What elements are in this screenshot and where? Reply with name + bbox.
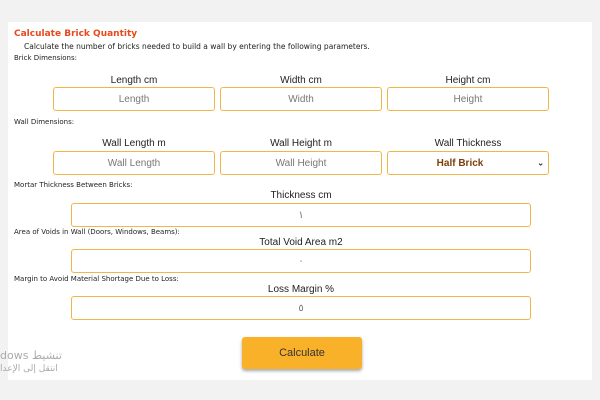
wall-height-input[interactable] bbox=[220, 151, 382, 175]
section-loss: Margin to Avoid Material Shortage Due to Loss: bbox=[14, 275, 179, 283]
page-title: Calculate Brick Quantity bbox=[14, 29, 138, 39]
loss-margin-label: Loss Margin % bbox=[267, 284, 335, 295]
section-brick-dimensions: Brick Dimensions: bbox=[14, 54, 77, 62]
chevron-down-icon: ⌄ bbox=[537, 158, 544, 168]
windows-activation-watermark-subtitle: انتقل إلى الإعدا bbox=[0, 364, 58, 374]
width-label: Width cm bbox=[280, 75, 322, 86]
wall-thickness-select[interactable] bbox=[387, 151, 549, 175]
void-area-label: Total Void Area m2 bbox=[259, 237, 343, 248]
height-input[interactable] bbox=[387, 87, 549, 111]
calculate-button[interactable]: Calculate bbox=[242, 337, 362, 369]
length-label: Length cm bbox=[110, 75, 158, 86]
void-area-input[interactable] bbox=[71, 249, 531, 273]
loss-margin-input[interactable] bbox=[71, 296, 531, 320]
height-label: Height cm bbox=[445, 75, 491, 86]
wall-length-label: Wall Length m bbox=[102, 138, 166, 149]
windows-activation-watermark: dows تنشيط bbox=[0, 349, 62, 362]
length-input[interactable] bbox=[53, 87, 215, 111]
section-mortar: Mortar Thickness Between Bricks: bbox=[14, 181, 133, 189]
wall-thickness-selected: Half Brick bbox=[436, 157, 484, 169]
section-wall-dimensions: Wall Dimensions: bbox=[14, 118, 75, 126]
mortar-thickness-input[interactable] bbox=[71, 203, 531, 227]
calculator-card bbox=[8, 22, 592, 380]
wall-height-label: Wall Height m bbox=[270, 138, 332, 149]
wall-thickness-label: Wall Thickness bbox=[434, 138, 502, 149]
width-input[interactable] bbox=[220, 87, 382, 111]
page-description: Calculate the number of bricks needed to build a wall by entering the following parameters. bbox=[24, 42, 370, 51]
mortar-thickness-label: Thickness cm bbox=[270, 190, 332, 201]
wall-length-input[interactable] bbox=[53, 151, 215, 175]
section-voids: Area of Voids in Wall (Doors, Windows, Beams): bbox=[14, 228, 180, 236]
